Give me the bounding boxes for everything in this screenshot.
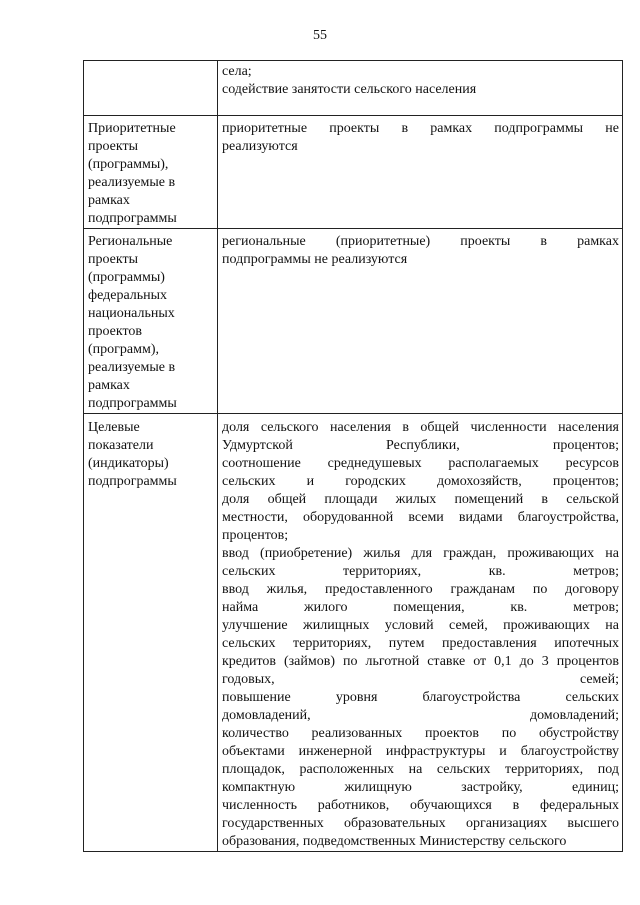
row-label-cell bbox=[84, 116, 218, 229]
row-label-cell bbox=[84, 414, 218, 852]
row-content-line: повышение уровня благоустройства сельских bbox=[222, 690, 619, 705]
row-content-cell bbox=[218, 229, 623, 414]
row-label-line: проекты bbox=[88, 252, 139, 267]
row-label-line: реализуемые в bbox=[88, 360, 176, 375]
row-label-line: федеральных bbox=[88, 288, 168, 303]
table-row bbox=[84, 229, 623, 414]
row-label-line: подпрограммы bbox=[88, 211, 177, 226]
row-content-line: государственных образовательных организациях высшего bbox=[222, 816, 619, 831]
row-content-line: образования, подведомственных Министерству сельского bbox=[222, 834, 567, 849]
row-content-line: ввод (приобретение) жилья для граждан, проживающих на bbox=[222, 546, 619, 561]
row-content-line: доля общей площади жилых помещений в сельской bbox=[222, 492, 619, 507]
row-content-cell bbox=[218, 414, 623, 852]
row-content-line: домовладений, домовладений; bbox=[222, 708, 619, 723]
row-content-line: количество реализованных проектов по обустройству bbox=[222, 726, 619, 741]
row-content-cell bbox=[218, 61, 623, 116]
row-content-line: подпрограммы не реализуются bbox=[222, 252, 408, 267]
row-label-line: реализуемые в bbox=[88, 175, 176, 190]
row-content-line: сельских и городских домохозяйств, процентов; bbox=[222, 474, 619, 489]
row-label-line: рамках bbox=[88, 193, 130, 208]
row-content-line: соотношение среднедушевых располагаемых ресурсов bbox=[222, 456, 619, 471]
row-label-line: (индикаторы) bbox=[88, 456, 169, 471]
row-content-line: ввод жилья, предоставленного гражданам по договору bbox=[222, 582, 619, 597]
table-row bbox=[84, 414, 623, 852]
row-label-line: подпрограммы bbox=[88, 396, 177, 411]
row-label-line: Целевые bbox=[88, 420, 140, 435]
row-label-line: проектов bbox=[88, 324, 143, 339]
row-content-line: доля сельского населения в общей численности населения bbox=[222, 420, 619, 435]
row-content-line: региональные (приоритетные) проекты в рамках bbox=[222, 234, 619, 249]
passport-table bbox=[83, 60, 623, 852]
row-label-line: (программы), bbox=[88, 157, 169, 172]
row-content-line: реализуются bbox=[222, 139, 298, 154]
row-content-line: содействие занятости сельского населения bbox=[222, 82, 477, 97]
row-label-cell bbox=[84, 61, 218, 116]
page-number: 55 bbox=[313, 28, 327, 43]
row-content-line: численность работников, обучающихся в федеральных bbox=[222, 798, 619, 813]
row-label-line: показатели bbox=[88, 438, 154, 453]
row-label-line: Региональные bbox=[88, 234, 173, 249]
row-content-line: кредитов (займов) по льготной ставке от 0,1 до 3 процентов bbox=[222, 654, 619, 669]
row-content-line: процентов; bbox=[222, 528, 289, 543]
row-content-line: села; bbox=[222, 64, 252, 79]
row-content-line: местности, оборудованной всеми видами благоустройства, bbox=[222, 510, 619, 525]
row-content-line: годовых, семей; bbox=[222, 672, 619, 687]
row-content-line: объектами инженерной инфраструктуры и благоустройству bbox=[222, 744, 619, 759]
row-content-line: найма жилого помещения, кв. метров; bbox=[222, 600, 619, 615]
row-label-line: (программ), bbox=[88, 342, 159, 357]
table-row bbox=[84, 116, 623, 229]
row-label-line: национальных bbox=[88, 306, 175, 321]
row-content-line: улучшение жилищных условий семей, проживающих на bbox=[222, 618, 619, 633]
row-content-line: компактную жилищную застройку, единиц; bbox=[222, 780, 619, 795]
row-label-line: Приоритетные bbox=[88, 121, 176, 136]
row-label-cell bbox=[84, 229, 218, 414]
row-content-line: сельских территориях, кв. метров; bbox=[222, 564, 619, 579]
row-content-line: площадок, расположенных на сельских территориях, под bbox=[222, 762, 619, 777]
row-content-line: Удмуртской Республики, процентов; bbox=[222, 438, 619, 453]
table-row bbox=[84, 61, 623, 116]
row-content-line: приоритетные проекты в рамках подпрограммы не bbox=[222, 121, 619, 136]
row-label-line: (программы) bbox=[88, 270, 165, 285]
row-label-line: рамках bbox=[88, 378, 130, 393]
row-content-line: сельских территориях, путем предоставления ипотечных bbox=[222, 636, 619, 651]
row-label-line: проекты bbox=[88, 139, 139, 154]
row-content-cell bbox=[218, 116, 623, 229]
row-label-line: подпрограммы bbox=[88, 474, 177, 489]
